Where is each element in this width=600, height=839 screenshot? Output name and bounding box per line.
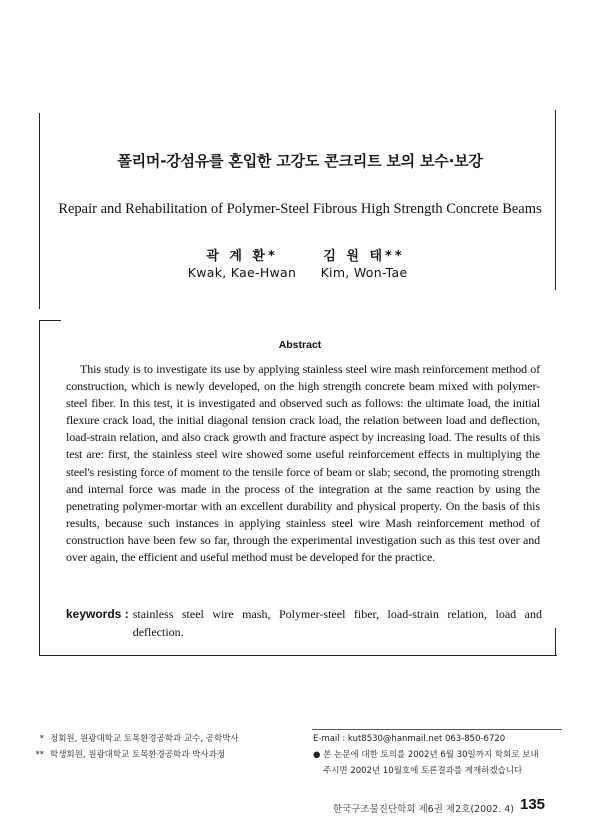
abstract-heading: Abstract <box>278 339 322 351</box>
author-name-korean: 김 원 태** <box>323 249 405 264</box>
abstract-frame-bottom <box>39 655 557 656</box>
discussion-notice-2: 주시면 2002년 10월호에 토론결과를 게재하겠습니다 <box>323 766 523 776</box>
journal-citation: 한국구조물진단학회 제6권 제2호(2002. 4) <box>332 804 514 815</box>
author-1 <box>180 245 304 280</box>
page-number: 135 <box>520 796 546 813</box>
abstract-frame-top-tick <box>39 320 61 321</box>
keywords-label: keywords : <box>66 607 129 621</box>
keywords-text: stainless steel wire mash, Polymer-steel fiber, load-strain relation, load and deflection. <box>132 607 542 639</box>
author-name-english: Kwak, Kae-Hwan <box>187 265 297 280</box>
affiliation-footnotes <box>30 731 300 763</box>
title-english: Repair and Rehabilitation of Polymer-Steel Fibrous High Strength Concrete Beams <box>58 201 542 217</box>
contact-email: E-mail : kut8530@hanmail.net 063-850-6720 <box>313 734 506 744</box>
author-name-korean: 곽 계 환* <box>206 249 278 264</box>
abstract-body <box>66 361 540 566</box>
affiliation-mark: ** <box>35 750 44 760</box>
affiliation-text: 정회원, 원광대학교 토목환경공학과 교수, 공학박사 <box>50 734 239 744</box>
discussion-notice-1: ● 본 논문에 대한 토의를 2002년 6월 30일까지 학회로 보내 <box>313 750 539 760</box>
affiliation-1 <box>30 731 300 747</box>
title-korean: 폴리머-강섬유를 혼입한 고강도 콘크리트 보의 보수·보강 <box>117 152 483 170</box>
author-name-english: Kim, Won-Tae <box>320 265 408 280</box>
keywords <box>66 606 542 641</box>
author-2 <box>316 245 412 280</box>
affiliation-mark: * <box>39 734 44 744</box>
abstract-frame-left <box>39 320 40 655</box>
contact-block <box>313 731 573 779</box>
affiliation-2 <box>30 747 300 763</box>
abstract-frame-right <box>555 628 556 656</box>
contact-rule <box>312 729 562 730</box>
header-frame-right <box>555 110 556 290</box>
abstract-paragraph: This study is to investigate its use by applying stainless steel wire mash reinforcement method of construction, which is newly developed, on the high strength concrete beam mixed with polymer-steel fiber. In this test, it is investigated and observed such as follows: the ultimate load, the initial flexure crack load, the initial diagonal tension crack load, the relation between load and deflection, load-strain relation, and also crack growth and fracture aspect by increasing load. The results of this test are: first, the stainless steel wire showed some useful reinforcement effects in multiplying the steel's resisting force of moment to the tensile force of beam or slab; second, the promoting strength and internal force was made in the process of the integration at the same reaction by using the penetrating polymer-mortar with an excellent durability and physical property. On the basis of this results, because such instances in applying stainless steel wire Mash reinforcement method of construction have been few so far, through the experimental investigation such as this test over and over again, the efficient and useful method must be developed for the practice. <box>66 362 540 565</box>
affiliation-text: 학생회원, 원광대학교 토목환경공학과 박사과정 <box>50 750 226 760</box>
